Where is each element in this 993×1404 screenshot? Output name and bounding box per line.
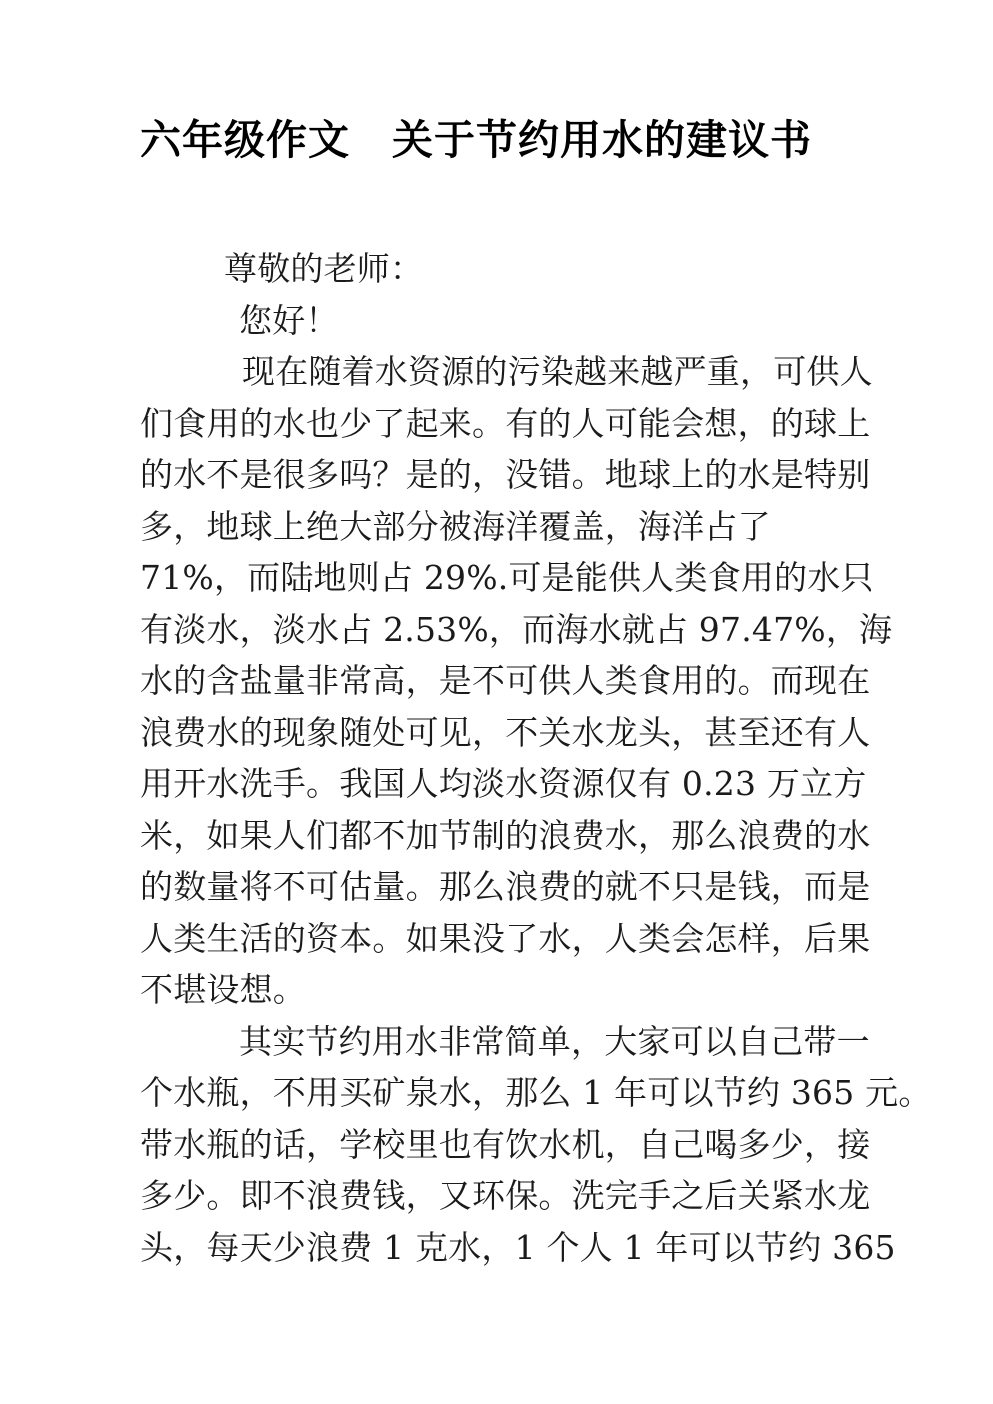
body-line: 带水瓶的话，学校里也有饮水机，自己喝多少，接 <box>140 1124 871 1164</box>
body-line: 的数量将不可估量。那么浪费的就不只是钱，而是 <box>140 867 871 906</box>
body-line: 人类生活的资本。如果没了水，人类会怎样，后果 <box>140 918 871 958</box>
page-title: 六年级作文 关于节约用水的建议书 <box>140 116 812 164</box>
body-line: 现在随着水资源的污染越来越严重，可供人 <box>242 352 873 391</box>
body-line: 个水瓶，不用买矿泉水，那么 1 年可以节约 365 元。 <box>140 1073 932 1112</box>
body-line: 不堪设想。 <box>140 970 306 1009</box>
body-line: 多，地球上绝大部分被海洋覆盖，海洋占了 <box>140 506 771 546</box>
body-line: 们食用的水也少了起来。有的人可能会想，的球上 <box>140 403 871 443</box>
body-line: 水的含盐量非常高，是不可供人类食用的。而现在 <box>140 661 871 700</box>
body-line: 头，每天少浪费 1 克水，1 个人 1 年可以节约 365 <box>140 1227 896 1267</box>
body-line: 其实节约用水非常简单，大家可以自己带一 <box>239 1021 870 1061</box>
body-line: 浪费水的现象随处可见，不关水龙头，甚至还有人 <box>140 712 871 752</box>
body-line: 用开水洗手。我国人均淡水资源仅有 0.23 万立方 <box>140 764 867 803</box>
body-line: 尊敬的老师： <box>224 249 424 288</box>
body-line: 的水不是很多吗？是的，没错。地球上的水是特别 <box>140 455 871 494</box>
body-line: 有淡水，淡水占 2.53%，而海水就占 97.47%，海 <box>140 609 893 649</box>
body-line: 多少。即不浪费钱，又环保。洗完手之后关紧水龙 <box>140 1176 871 1215</box>
body-line: 71%，而陆地则占 29%.可是能供人类食用的水只 <box>140 558 874 597</box>
document-body <box>140 243 932 1273</box>
body-line: 您好！ <box>239 300 339 340</box>
body-line: 米，如果人们都不加节制的浪费水，那么浪费的水 <box>140 815 871 855</box>
